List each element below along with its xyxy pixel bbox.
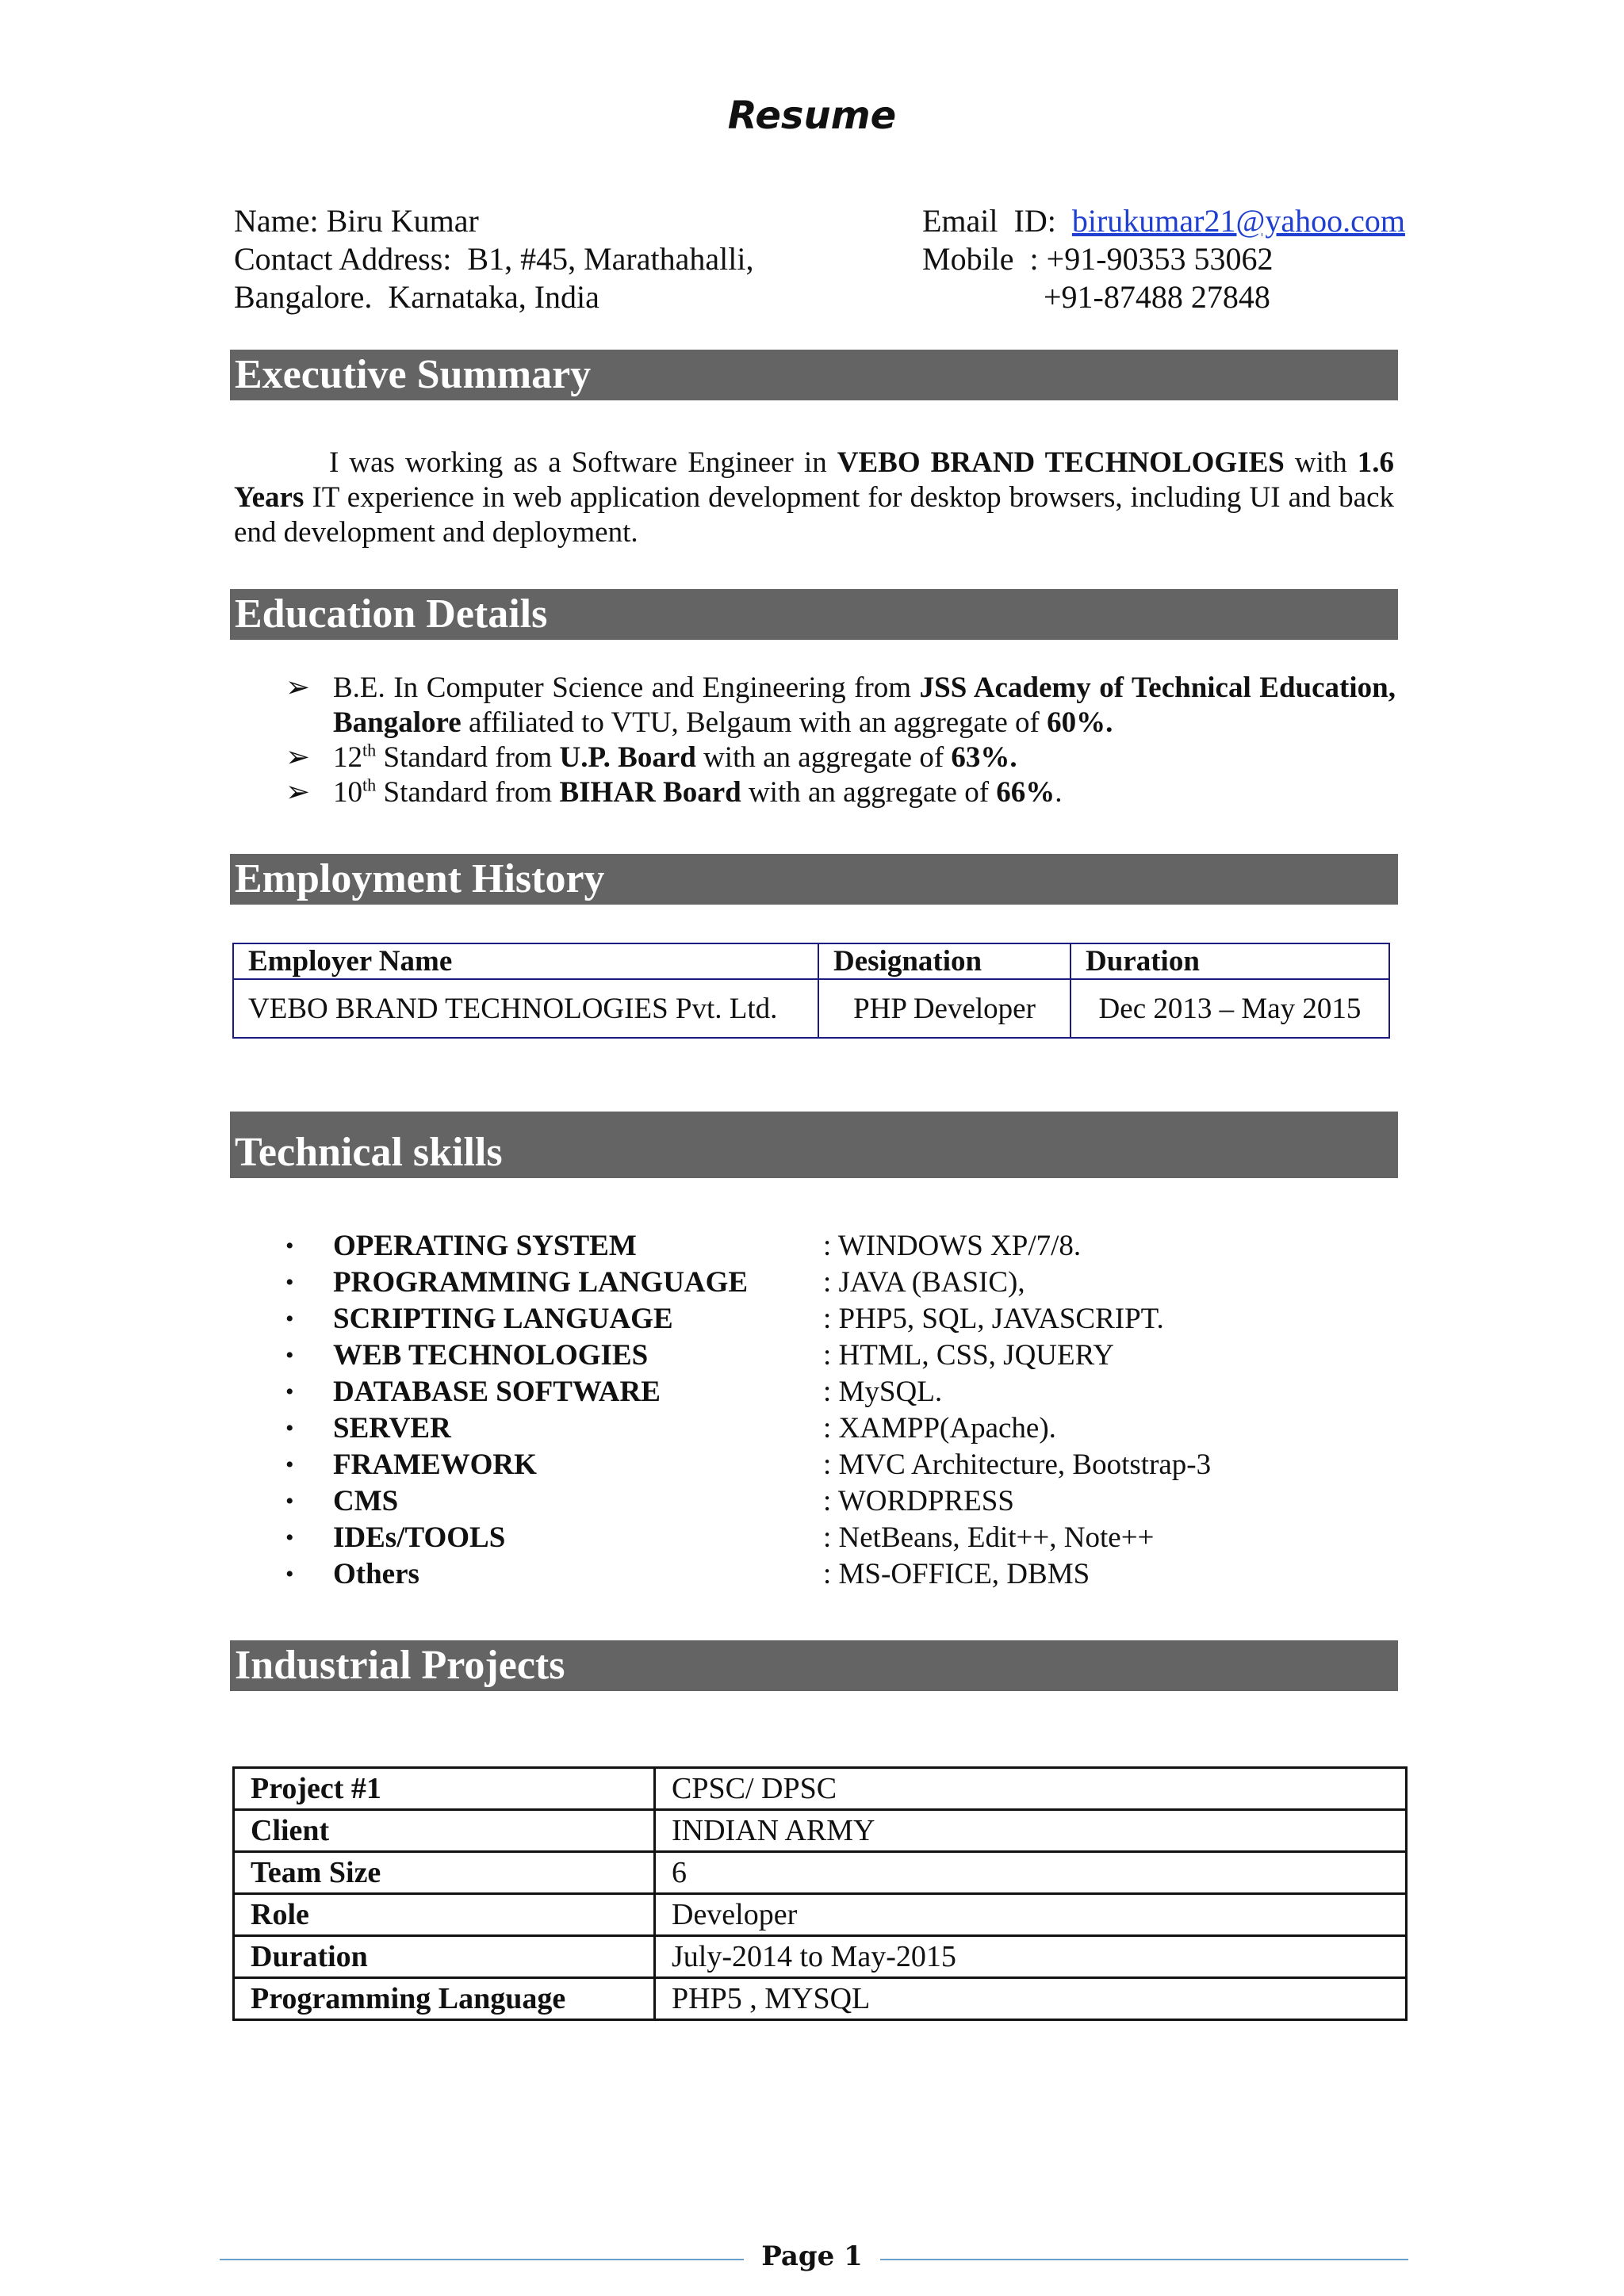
table-row (233, 979, 1389, 1038)
table-row (234, 1936, 1407, 1978)
edu-text: affiliated to VTU, Belgaum with an aggregate of (461, 706, 1048, 739)
skill-key: PROGRAMMING LANGUAGE (333, 1266, 749, 1299)
bullet-icon: • (285, 1233, 294, 1259)
skill-key: FRAMEWORK (333, 1448, 537, 1481)
project-table (232, 1766, 1408, 2021)
skill-value: : WINDOWS XP/7/8. (823, 1230, 1082, 1262)
bullet-icon: • (285, 1306, 294, 1332)
project-value: INDIAN ARMY (655, 1810, 1407, 1852)
bullet-icon: • (285, 1488, 294, 1514)
section-header-technical-skills: Technical skills (230, 1112, 1398, 1178)
mobile-line (922, 240, 1405, 278)
skill-value: : WORDPRESS (823, 1485, 1014, 1517)
duration-cell: Dec 2013 – May 2015 (1071, 979, 1389, 1038)
project-key: Duration (234, 1936, 655, 1978)
edu-text: . (1055, 776, 1063, 809)
edu-text: with an aggregate of (741, 776, 997, 809)
document-title: Resume (727, 94, 897, 138)
page-number (0, 2241, 1624, 2272)
contact-block-left (234, 202, 753, 316)
section-header-education: Education Details (230, 589, 1398, 640)
skill-value: : MVC Architecture, Bootstrap-3 (823, 1448, 1212, 1481)
skill-key: CMS (333, 1485, 399, 1517)
column-header: Designation (818, 943, 1071, 979)
bullet-icon: • (285, 1452, 294, 1478)
table-row (234, 1810, 1407, 1852)
project-value: 6 (655, 1852, 1407, 1894)
designation-cell: PHP Developer (818, 979, 1071, 1038)
project-key: Project #1 (234, 1768, 655, 1810)
list-item (285, 775, 1396, 810)
skill-value: : JAVA (BASIC), (823, 1266, 1025, 1299)
mobile-value-2: +91-87488 27848 (1044, 279, 1270, 315)
edu-score: 66% (996, 776, 1055, 809)
project-value: Developer (655, 1894, 1407, 1936)
employment-table (232, 943, 1390, 1039)
edu-board: U.P. Board (559, 741, 696, 774)
summary-years: 1.6 Years (234, 446, 1394, 514)
skill-value: : MS-OFFICE, DBMS (823, 1558, 1090, 1590)
table-row (234, 1894, 1407, 1936)
name-value: Biru Kumar (326, 203, 479, 239)
bullet-icon: • (285, 1525, 294, 1551)
edu-board: BIHAR Board (559, 776, 741, 809)
summary-company: VEBO BRAND TECHNOLOGIES (837, 446, 1285, 479)
address-label: Contact Address: (234, 241, 452, 277)
skill-key: IDEs/TOOLS (333, 1521, 506, 1554)
mobile-value-1: +91-90353 53062 (1046, 241, 1274, 277)
name-label: Name: (234, 203, 319, 239)
section-header-employment: Employment History (230, 854, 1398, 905)
list-item (285, 671, 1396, 740)
summary-text-1: I was working as a Software Engineer in (329, 446, 837, 479)
table-row (234, 1978, 1407, 2020)
project-value: July-2014 to May-2015 (655, 1936, 1407, 1978)
address-value-1: B1, #45, Marathahalli, (467, 241, 754, 277)
email-link[interactable]: birukumar21@yahoo.com (1071, 203, 1405, 239)
skill-key: SERVER (333, 1412, 451, 1445)
summary-text-3: IT experience in web application development for desktop browsers, including UI and back end development and deployment. (234, 481, 1394, 549)
edu-level: 10 (333, 776, 362, 809)
skill-value: : MySQL. (823, 1376, 943, 1408)
skill-value: : HTML, CSS, JQUERY (823, 1339, 1114, 1372)
mobile-line-2 (922, 278, 1405, 316)
project-value: CPSC/ DPSC (655, 1768, 1407, 1810)
edu-text: B.E. In Computer Science and Engineering from (333, 672, 920, 704)
bullet-icon: • (285, 1379, 294, 1405)
skill-key: SCRIPTING LANGUAGE (333, 1303, 673, 1335)
arrow-bullet-icon: ➢ (285, 776, 311, 809)
education-list (285, 671, 1396, 810)
skill-key: Others (333, 1558, 419, 1590)
project-key: Programming Language (234, 1978, 655, 2020)
skill-key: DATABASE SOFTWARE (333, 1376, 661, 1408)
skill-value: : PHP5, SQL, JAVASCRIPT. (823, 1303, 1164, 1335)
bullet-icon: • (285, 1269, 294, 1295)
skill-key: OPERATING SYSTEM (333, 1230, 637, 1262)
summary-paragraph (234, 446, 1394, 550)
project-key: Role (234, 1894, 655, 1936)
edu-text: Standard from (376, 776, 560, 809)
table-row (234, 1768, 1407, 1810)
email-line (922, 202, 1405, 240)
edu-score: 63%. (951, 741, 1017, 774)
column-header: Employer Name (233, 943, 818, 979)
employer-cell: VEBO BRAND TECHNOLOGIES Pvt. Ltd. (233, 979, 818, 1038)
arrow-bullet-icon: ➢ (285, 741, 311, 774)
column-header: Duration (1071, 943, 1389, 979)
edu-score: 60%. (1047, 706, 1113, 739)
bullet-icon: • (285, 1561, 294, 1587)
arrow-bullet-icon: ➢ (285, 672, 311, 704)
table-row (234, 1852, 1407, 1894)
edu-level-suffix: th (362, 740, 377, 760)
email-label: Email ID: (922, 203, 1056, 239)
table-header-row (233, 943, 1389, 979)
edu-level-suffix: th (362, 775, 377, 795)
page-number-label: Page 1 (744, 2241, 880, 2272)
name-line (234, 202, 753, 240)
section-header-industrial-projects: Industrial Projects (230, 1640, 1398, 1691)
skill-value: : XAMPP(Apache). (823, 1412, 1056, 1445)
edu-level: 12 (333, 741, 362, 774)
address-line-1 (234, 240, 753, 278)
mobile-label: Mobile : (922, 241, 1039, 277)
edu-text: Standard from (376, 741, 560, 774)
project-key: Team Size (234, 1852, 655, 1894)
skill-value: : NetBeans, Edit++, Note++ (823, 1521, 1155, 1554)
contact-block-right (922, 202, 1405, 316)
list-item (285, 740, 1396, 775)
project-key: Client (234, 1810, 655, 1852)
address-line-2: Bangalore. Karnataka, India (234, 279, 599, 315)
bullet-icon: • (285, 1415, 294, 1441)
project-value: PHP5 , MYSQL (655, 1978, 1407, 2020)
bullet-icon: • (285, 1342, 294, 1368)
edu-text: with an aggregate of (695, 741, 952, 774)
edu-institution: JSS Academy of Technical Education, Bangalore (333, 672, 1396, 739)
summary-text-2: with (1284, 446, 1358, 479)
section-header-executive-summary: Executive Summary (230, 350, 1398, 400)
skill-key: WEB TECHNOLOGIES (333, 1339, 649, 1372)
